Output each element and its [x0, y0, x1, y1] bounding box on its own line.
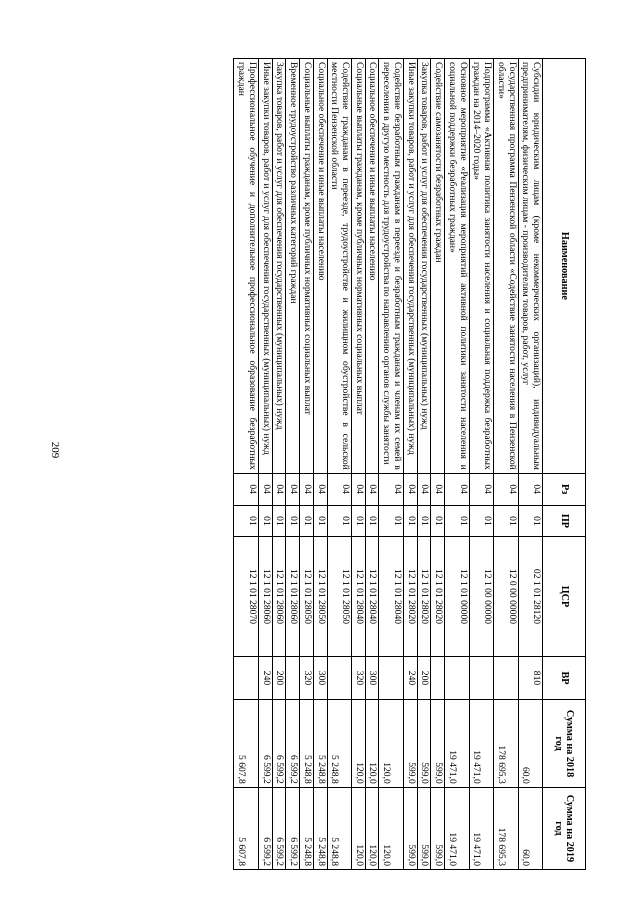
cell-csr: 12 1 01 28060 [286, 537, 300, 656]
table-row [365, 59, 379, 870]
cell-sum-2019: 120,0 [351, 787, 365, 869]
cell-sum-2018: 5 248,8 [313, 700, 327, 787]
cell-sum-2019: 60,0 [518, 787, 542, 869]
cell-sum-2018: 599,0 [417, 700, 431, 787]
cell-name: Основное мероприятие «Реализация мероприятий активной политики занятости населения и социальной поддержки безработных граждан» [445, 59, 469, 474]
cell-sum-2019: 5 248,8 [300, 787, 314, 869]
cell-csr: 12 1 01 00000 [445, 537, 469, 656]
cell-pr: 01 [417, 505, 431, 537]
header-row [543, 59, 586, 870]
cell-rz: 04 [518, 473, 542, 505]
cell-vr [469, 656, 493, 700]
header-pr: ПР [543, 505, 586, 537]
cell-name: Содействие безработным гражданам в переезде и безработным гражданам и членам их семей в переселении в другую местность для трудоустройства по направлению органов службы занятости [379, 59, 403, 474]
cell-rz: 04 [403, 473, 417, 505]
cell-pr: 01 [469, 505, 493, 537]
cell-vr: 300 [365, 656, 379, 700]
cell-sum-2019: 599,0 [417, 787, 431, 869]
cell-rz: 04 [286, 473, 300, 505]
cell-name: Профессиональное обучение и дополнительное профессиональное образование безработных граждан [234, 59, 258, 474]
cell-sum-2019: 120,0 [365, 787, 379, 869]
cell-vr [234, 656, 258, 700]
table-row [286, 59, 300, 870]
table-header [543, 59, 586, 870]
header-csr: ЦСР [543, 537, 586, 656]
cell-csr: 12 1 01 28020 [403, 537, 417, 656]
table-row [445, 59, 469, 870]
table-row [494, 59, 518, 870]
table-row [351, 59, 365, 870]
cell-pr: 01 [379, 505, 403, 537]
cell-sum-2019: 19 471,0 [469, 787, 493, 869]
cell-name: Социальное обеспечение и иные выплаты населению [313, 59, 327, 474]
header-sum-2019: Сумма на 2019 год [543, 787, 586, 869]
cell-rz: 04 [379, 473, 403, 505]
cell-name: Социальное обеспечение и иные выплаты населению [365, 59, 379, 474]
header-vr: ВР [543, 656, 586, 700]
cell-csr: 12 1 01 28050 [327, 537, 351, 656]
table-body [234, 59, 543, 870]
cell-rz: 04 [365, 473, 379, 505]
cell-sum-2019: 19 471,0 [445, 787, 469, 869]
budget-table [233, 58, 586, 870]
cell-rz: 04 [272, 473, 286, 505]
cell-sum-2018: 19 471,0 [469, 700, 493, 787]
cell-rz: 04 [258, 473, 272, 505]
cell-csr: 12 0 00 00000 [494, 537, 518, 656]
cell-pr: 01 [300, 505, 314, 537]
cell-pr: 01 [431, 505, 445, 537]
cell-name: Подпрограмма «Активная политика занятости населения и социальная поддержка безработных граждан на 2014–2020 годы» [469, 59, 493, 474]
cell-vr [327, 656, 351, 700]
cell-vr [494, 656, 518, 700]
table-row [300, 59, 314, 870]
cell-sum-2019: 6 599,2 [286, 787, 300, 869]
cell-pr: 01 [445, 505, 469, 537]
cell-name: Содействие гражданам в переезде, трудоустройстве и жилищном обустройстве в сельской местности Пензенской области [327, 59, 351, 474]
cell-pr: 01 [494, 505, 518, 537]
cell-vr: 200 [272, 656, 286, 700]
table-row [313, 59, 327, 870]
cell-csr: 12 1 01 28040 [351, 537, 365, 656]
cell-pr: 01 [272, 505, 286, 537]
table-row [417, 59, 431, 870]
cell-pr: 01 [403, 505, 417, 537]
cell-sum-2018: 6 599,2 [272, 700, 286, 787]
cell-sum-2018: 178 695,3 [494, 700, 518, 787]
cell-pr: 01 [365, 505, 379, 537]
cell-sum-2018: 6 599,2 [286, 700, 300, 787]
table-row [234, 59, 258, 870]
table-row [518, 59, 542, 870]
cell-name: Иные закупки товаров, работ и услуг для обеспечения государственных (муниципальных) нужд [403, 59, 417, 474]
cell-csr: 12 1 01 28070 [234, 537, 258, 656]
cell-vr [445, 656, 469, 700]
cell-sum-2018: 599,0 [431, 700, 445, 787]
cell-vr: 320 [300, 656, 314, 700]
cell-vr [286, 656, 300, 700]
cell-rz: 04 [469, 473, 493, 505]
cell-vr: 300 [313, 656, 327, 700]
cell-rz: 04 [494, 473, 518, 505]
cell-sum-2019: 120,0 [379, 787, 403, 869]
cell-csr: 12 1 01 28020 [417, 537, 431, 656]
cell-csr: 12 1 01 28040 [365, 537, 379, 656]
cell-name: Государственная программа Пензенской области «Содействие занятости населения в Пензенской области» [494, 59, 518, 474]
cell-sum-2018: 19 471,0 [445, 700, 469, 787]
cell-sum-2019: 6 599,2 [258, 787, 272, 869]
cell-csr: 12 1 00 00000 [469, 537, 493, 656]
header-sum-2018: Сумма на 2018 год [543, 700, 586, 787]
cell-sum-2018: 120,0 [351, 700, 365, 787]
cell-rz: 04 [417, 473, 431, 505]
cell-pr: 01 [286, 505, 300, 537]
cell-pr: 01 [518, 505, 542, 537]
cell-name: Содействие самозанятости безработных граждан [431, 59, 445, 474]
cell-sum-2019: 599,0 [431, 787, 445, 869]
cell-sum-2019: 599,0 [403, 787, 417, 869]
table-row [431, 59, 445, 870]
cell-csr: 12 1 01 28050 [313, 537, 327, 656]
cell-csr: 12 1 01 28050 [300, 537, 314, 656]
cell-vr [431, 656, 445, 700]
cell-sum-2018: 120,0 [365, 700, 379, 787]
cell-vr: 200 [417, 656, 431, 700]
table-row [272, 59, 286, 870]
cell-sum-2018: 60,0 [518, 700, 542, 787]
cell-vr: 240 [403, 656, 417, 700]
cell-name: Закупка товаров, работ и услуг для обеспечения государственных (муниципальных) нужд [417, 59, 431, 474]
table-row [469, 59, 493, 870]
cell-sum-2019: 6 599,2 [272, 787, 286, 869]
cell-name: Субсидии юридическим лицам (кроме некоммерческих организаций), индивидуальным предпринимателям, физическим лицам - производителям товаров, работ, услуг [518, 59, 542, 474]
cell-sum-2018: 5 248,8 [300, 700, 314, 787]
table-row [403, 59, 417, 870]
cell-name: Временное трудоустройство различных категорий граждан [286, 59, 300, 474]
table-row [379, 59, 403, 870]
table-row [327, 59, 351, 870]
cell-sum-2018: 5 607,8 [234, 700, 258, 787]
cell-name: Социальные выплаты гражданам, кроме публичных нормативных социальных выплат [351, 59, 365, 474]
table-row [258, 59, 272, 870]
cell-sum-2019: 5 248,8 [313, 787, 327, 869]
page-number: 209 [49, 441, 61, 459]
cell-rz: 04 [445, 473, 469, 505]
cell-vr: 240 [258, 656, 272, 700]
cell-vr: 320 [351, 656, 365, 700]
header-rz: Рз [543, 473, 586, 505]
cell-name: Закупка товаров, работ и услуг для обеспечения государственных (муниципальных) нужд [272, 59, 286, 474]
cell-pr: 01 [313, 505, 327, 537]
cell-sum-2018: 5 248,8 [327, 700, 351, 787]
cell-rz: 04 [234, 473, 258, 505]
cell-sum-2018: 120,0 [379, 700, 403, 787]
cell-vr: 810 [518, 656, 542, 700]
cell-name: Социальные выплаты гражданам, кроме публичных нормативных социальных выплат [300, 59, 314, 474]
cell-sum-2019: 5 248,8 [327, 787, 351, 869]
cell-csr: 12 1 01 28060 [258, 537, 272, 656]
cell-sum-2019: 5 607,8 [234, 787, 258, 869]
cell-pr: 01 [258, 505, 272, 537]
rotated-table-wrapper [88, 58, 586, 870]
cell-csr: 12 1 01 28020 [431, 537, 445, 656]
cell-pr: 01 [327, 505, 351, 537]
cell-sum-2018: 6 599,2 [258, 700, 272, 787]
cell-csr: 02 1 01 28120 [518, 537, 542, 656]
cell-rz: 04 [351, 473, 365, 505]
cell-sum-2018: 599,0 [403, 700, 417, 787]
header-name: Наименование [543, 59, 586, 474]
cell-name: Иные закупки товаров, работ и услуг для обеспечения государственных (муниципальных) нужд [258, 59, 272, 474]
cell-pr: 01 [234, 505, 258, 537]
cell-rz: 04 [431, 473, 445, 505]
cell-pr: 01 [351, 505, 365, 537]
cell-rz: 04 [300, 473, 314, 505]
cell-rz: 04 [313, 473, 327, 505]
cell-vr [379, 656, 403, 700]
cell-csr: 12 1 01 28060 [272, 537, 286, 656]
cell-csr: 12 1 01 28040 [379, 537, 403, 656]
cell-sum-2019: 178 695,3 [494, 787, 518, 869]
cell-rz: 04 [327, 473, 351, 505]
